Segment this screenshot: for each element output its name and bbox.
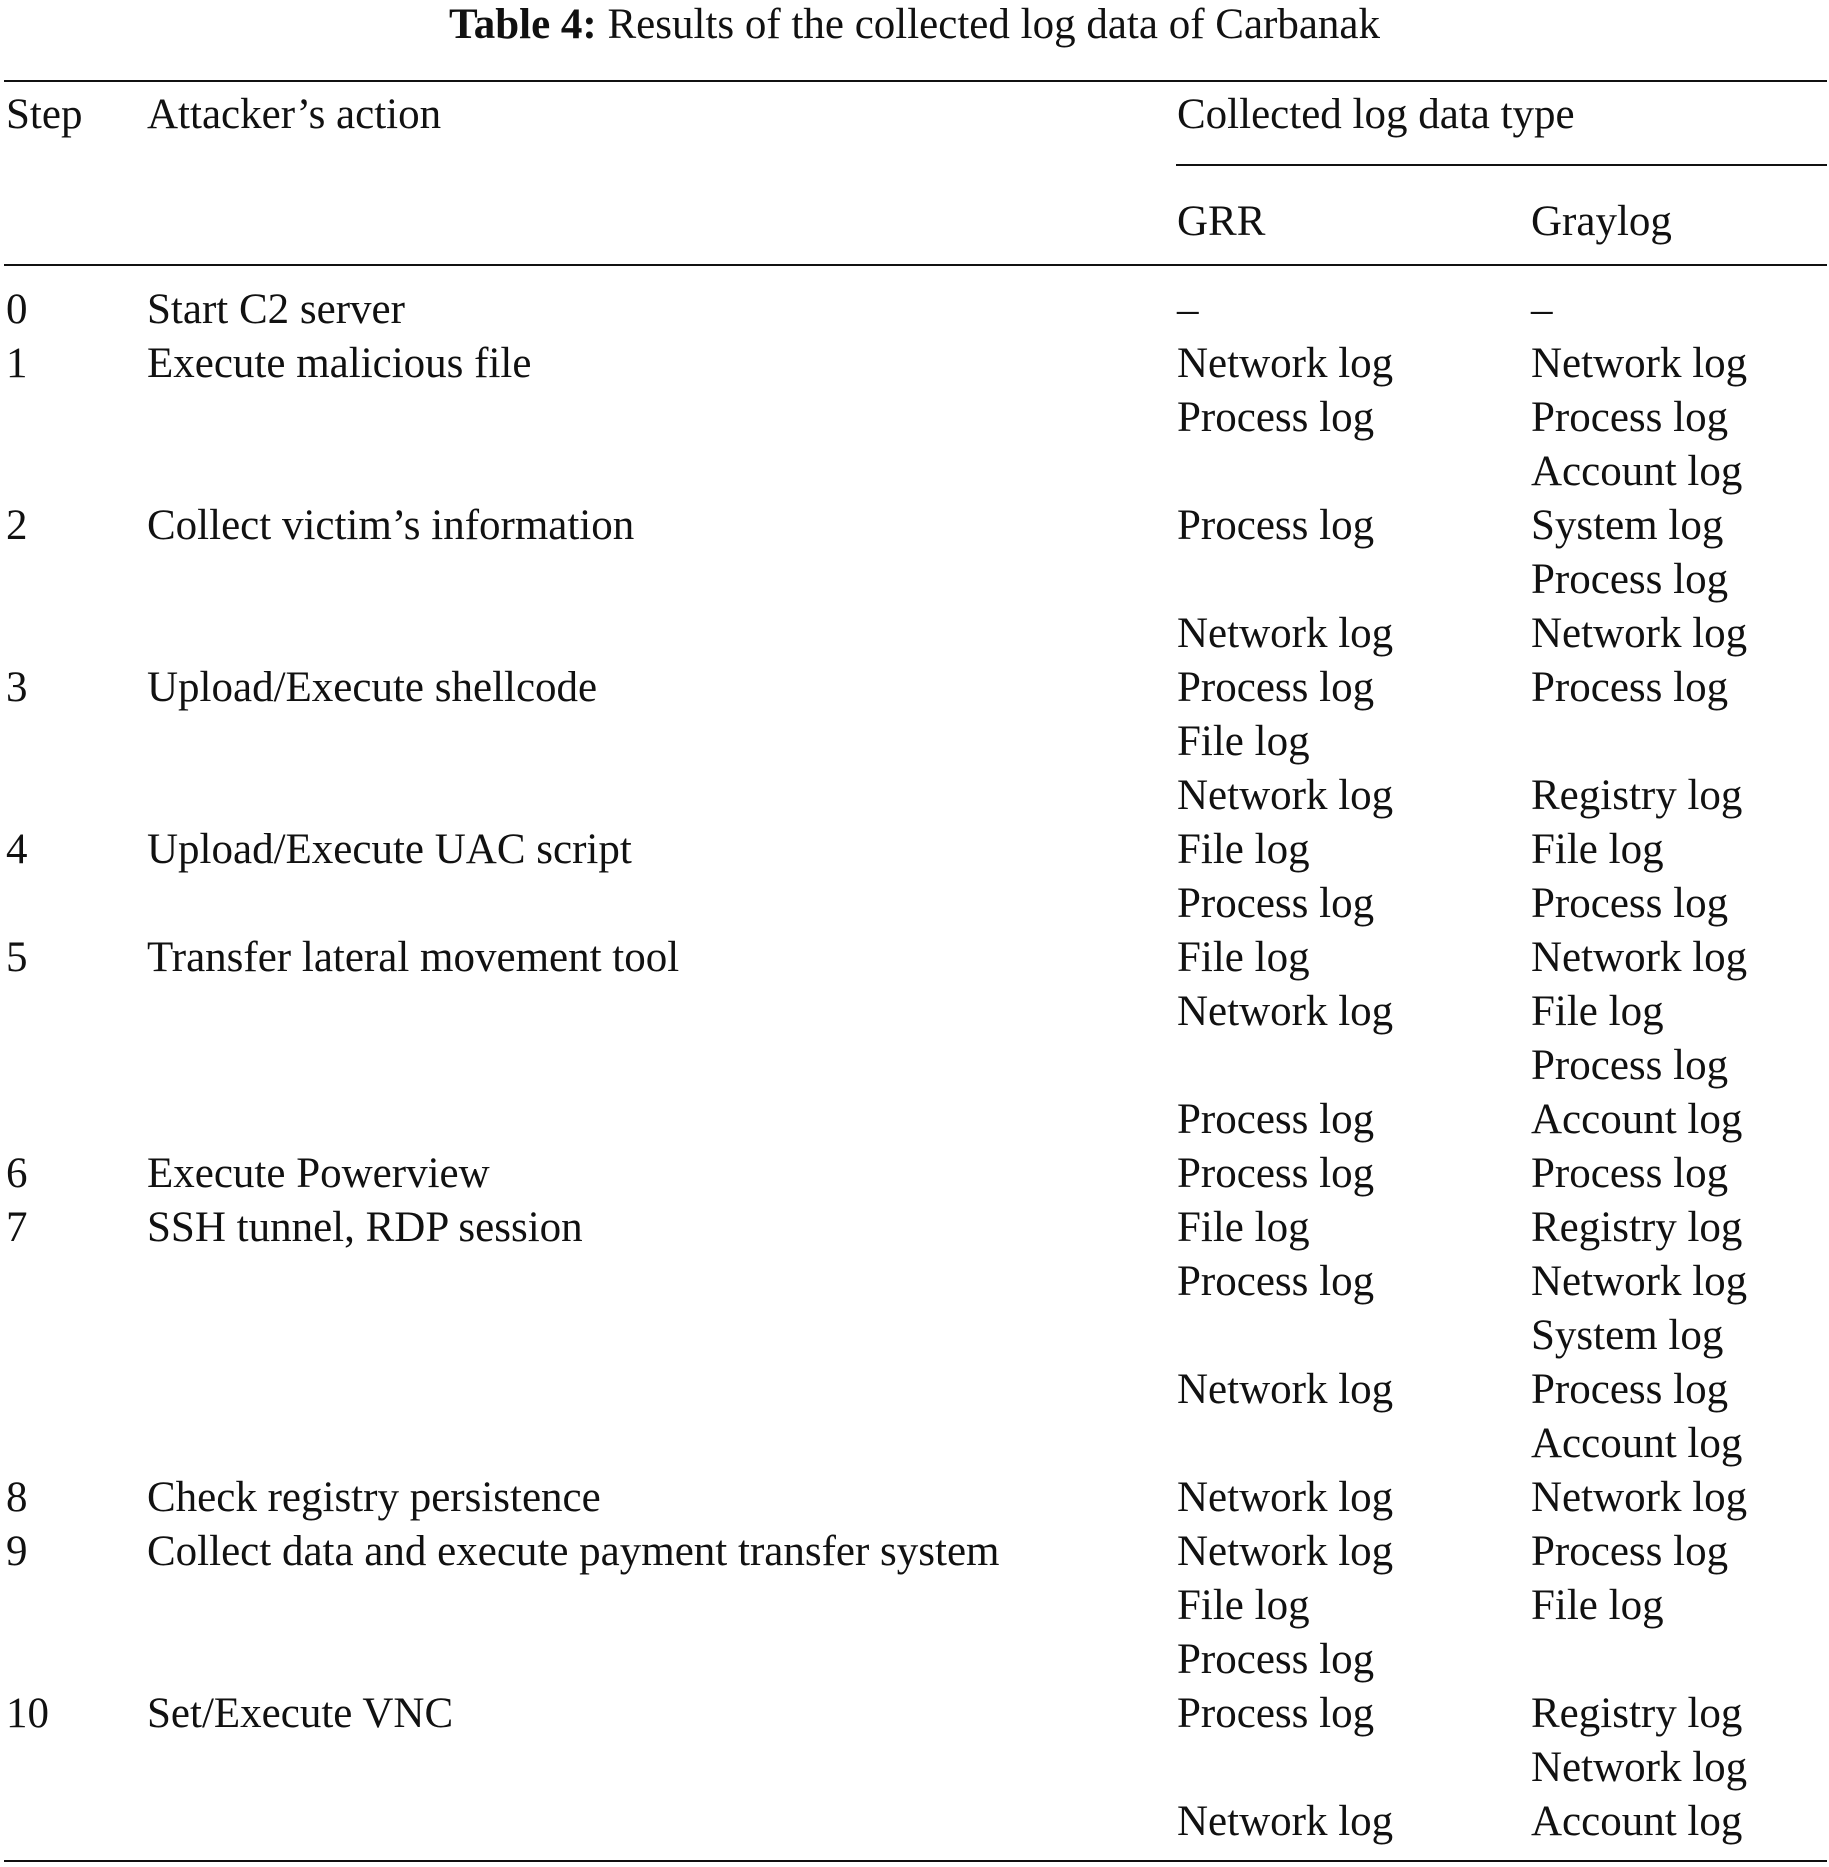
table-caption: [0, 0, 1829, 50]
cell-step: 1: [6, 340, 28, 387]
cell-grr: Network log: [1177, 1798, 1394, 1845]
cell-graylog: Network log: [1531, 1744, 1748, 1791]
cell-action: Execute malicious file: [147, 340, 532, 387]
cell-grr: Process log: [1177, 1150, 1375, 1197]
cell-graylog: System log: [1531, 1312, 1724, 1359]
cell-graylog: Process log: [1531, 880, 1729, 927]
cell-graylog: Process log: [1531, 1528, 1729, 1575]
cell-step: 3: [6, 664, 28, 711]
cell-graylog: Account log: [1531, 448, 1743, 495]
cell-graylog: Network log: [1531, 340, 1748, 387]
cell-action: Set/Execute VNC: [147, 1690, 454, 1737]
cell-graylog: File log: [1531, 826, 1664, 873]
cell-grr: Network log: [1177, 988, 1394, 1035]
cell-graylog: Network log: [1531, 1474, 1748, 1521]
cell-step: 4: [6, 826, 28, 873]
cell-step: 5: [6, 934, 28, 981]
cell-step: 0: [6, 286, 28, 333]
cell-step: 6: [6, 1150, 28, 1197]
cell-graylog: Registry log: [1531, 1204, 1743, 1251]
cell-graylog: Network log: [1531, 934, 1748, 981]
group-subrule: [1176, 164, 1827, 166]
cell-grr: Network log: [1177, 1474, 1394, 1521]
cell-graylog: System log: [1531, 502, 1724, 549]
cell-graylog: –: [1531, 286, 1553, 333]
cell-action: Upload/Execute shellcode: [147, 664, 598, 711]
cell-step: 2: [6, 502, 28, 549]
cell-grr: Process log: [1177, 1690, 1375, 1737]
header-step: Step: [6, 91, 83, 138]
table-caption-text: Results of the collected log data of Carbanak: [607, 1, 1381, 48]
cell-graylog: Account log: [1531, 1420, 1743, 1467]
header-collected-group: Collected log data type: [1177, 91, 1575, 138]
bottom-rule: [4, 1860, 1827, 1862]
cell-graylog: Network log: [1531, 1258, 1748, 1305]
cell-graylog: Account log: [1531, 1096, 1743, 1143]
cell-grr: File log: [1177, 934, 1310, 981]
cell-grr: Process log: [1177, 1636, 1375, 1683]
cell-action: Collect data and execute payment transfer system: [147, 1528, 1000, 1575]
cell-action: Execute Powerview: [147, 1150, 490, 1197]
cell-grr: Process log: [1177, 1096, 1375, 1143]
cell-grr: Network log: [1177, 1528, 1394, 1575]
cell-grr: File log: [1177, 1204, 1310, 1251]
cell-grr: –: [1177, 286, 1199, 333]
cell-grr: Network log: [1177, 340, 1394, 387]
cell-graylog: Registry log: [1531, 1690, 1743, 1737]
cell-graylog: Network log: [1531, 610, 1748, 657]
cell-graylog: Process log: [1531, 394, 1729, 441]
header-grr: GRR: [1177, 198, 1266, 245]
header-rule: [4, 264, 1827, 266]
cell-step: 9: [6, 1528, 28, 1575]
table-caption-label: Table 4:: [448, 1, 597, 48]
cell-grr: Network log: [1177, 1366, 1394, 1413]
cell-grr: Process log: [1177, 502, 1375, 549]
cell-action: Start C2 server: [147, 286, 405, 333]
header-graylog: Graylog: [1531, 198, 1672, 245]
cell-step: 8: [6, 1474, 28, 1521]
cell-graylog: Process log: [1531, 664, 1729, 711]
cell-grr: Process log: [1177, 394, 1375, 441]
cell-step: 7: [6, 1204, 28, 1251]
cell-grr: Process log: [1177, 1258, 1375, 1305]
cell-graylog: Process log: [1531, 1042, 1729, 1089]
cell-action: Collect victim’s information: [147, 502, 635, 549]
cell-graylog: Process log: [1531, 556, 1729, 603]
cell-grr: Process log: [1177, 664, 1375, 711]
cell-graylog: Account log: [1531, 1798, 1743, 1845]
cell-step: 10: [6, 1690, 49, 1737]
cell-graylog: Process log: [1531, 1150, 1729, 1197]
cell-graylog: Registry log: [1531, 772, 1743, 819]
cell-action: SSH tunnel, RDP session: [147, 1204, 583, 1251]
top-rule: [4, 80, 1827, 82]
cell-grr: File log: [1177, 1582, 1310, 1629]
cell-action: Transfer lateral movement tool: [147, 934, 680, 981]
cell-grr: File log: [1177, 826, 1310, 873]
cell-grr: Process log: [1177, 880, 1375, 927]
cell-grr: Network log: [1177, 610, 1394, 657]
cell-graylog: Process log: [1531, 1366, 1729, 1413]
cell-graylog: File log: [1531, 988, 1664, 1035]
cell-grr: Network log: [1177, 772, 1394, 819]
cell-action: Check registry persistence: [147, 1474, 601, 1521]
cell-grr: File log: [1177, 718, 1310, 765]
cell-graylog: File log: [1531, 1582, 1664, 1629]
cell-action: Upload/Execute UAC script: [147, 826, 632, 873]
header-action: Attacker’s action: [147, 91, 442, 138]
